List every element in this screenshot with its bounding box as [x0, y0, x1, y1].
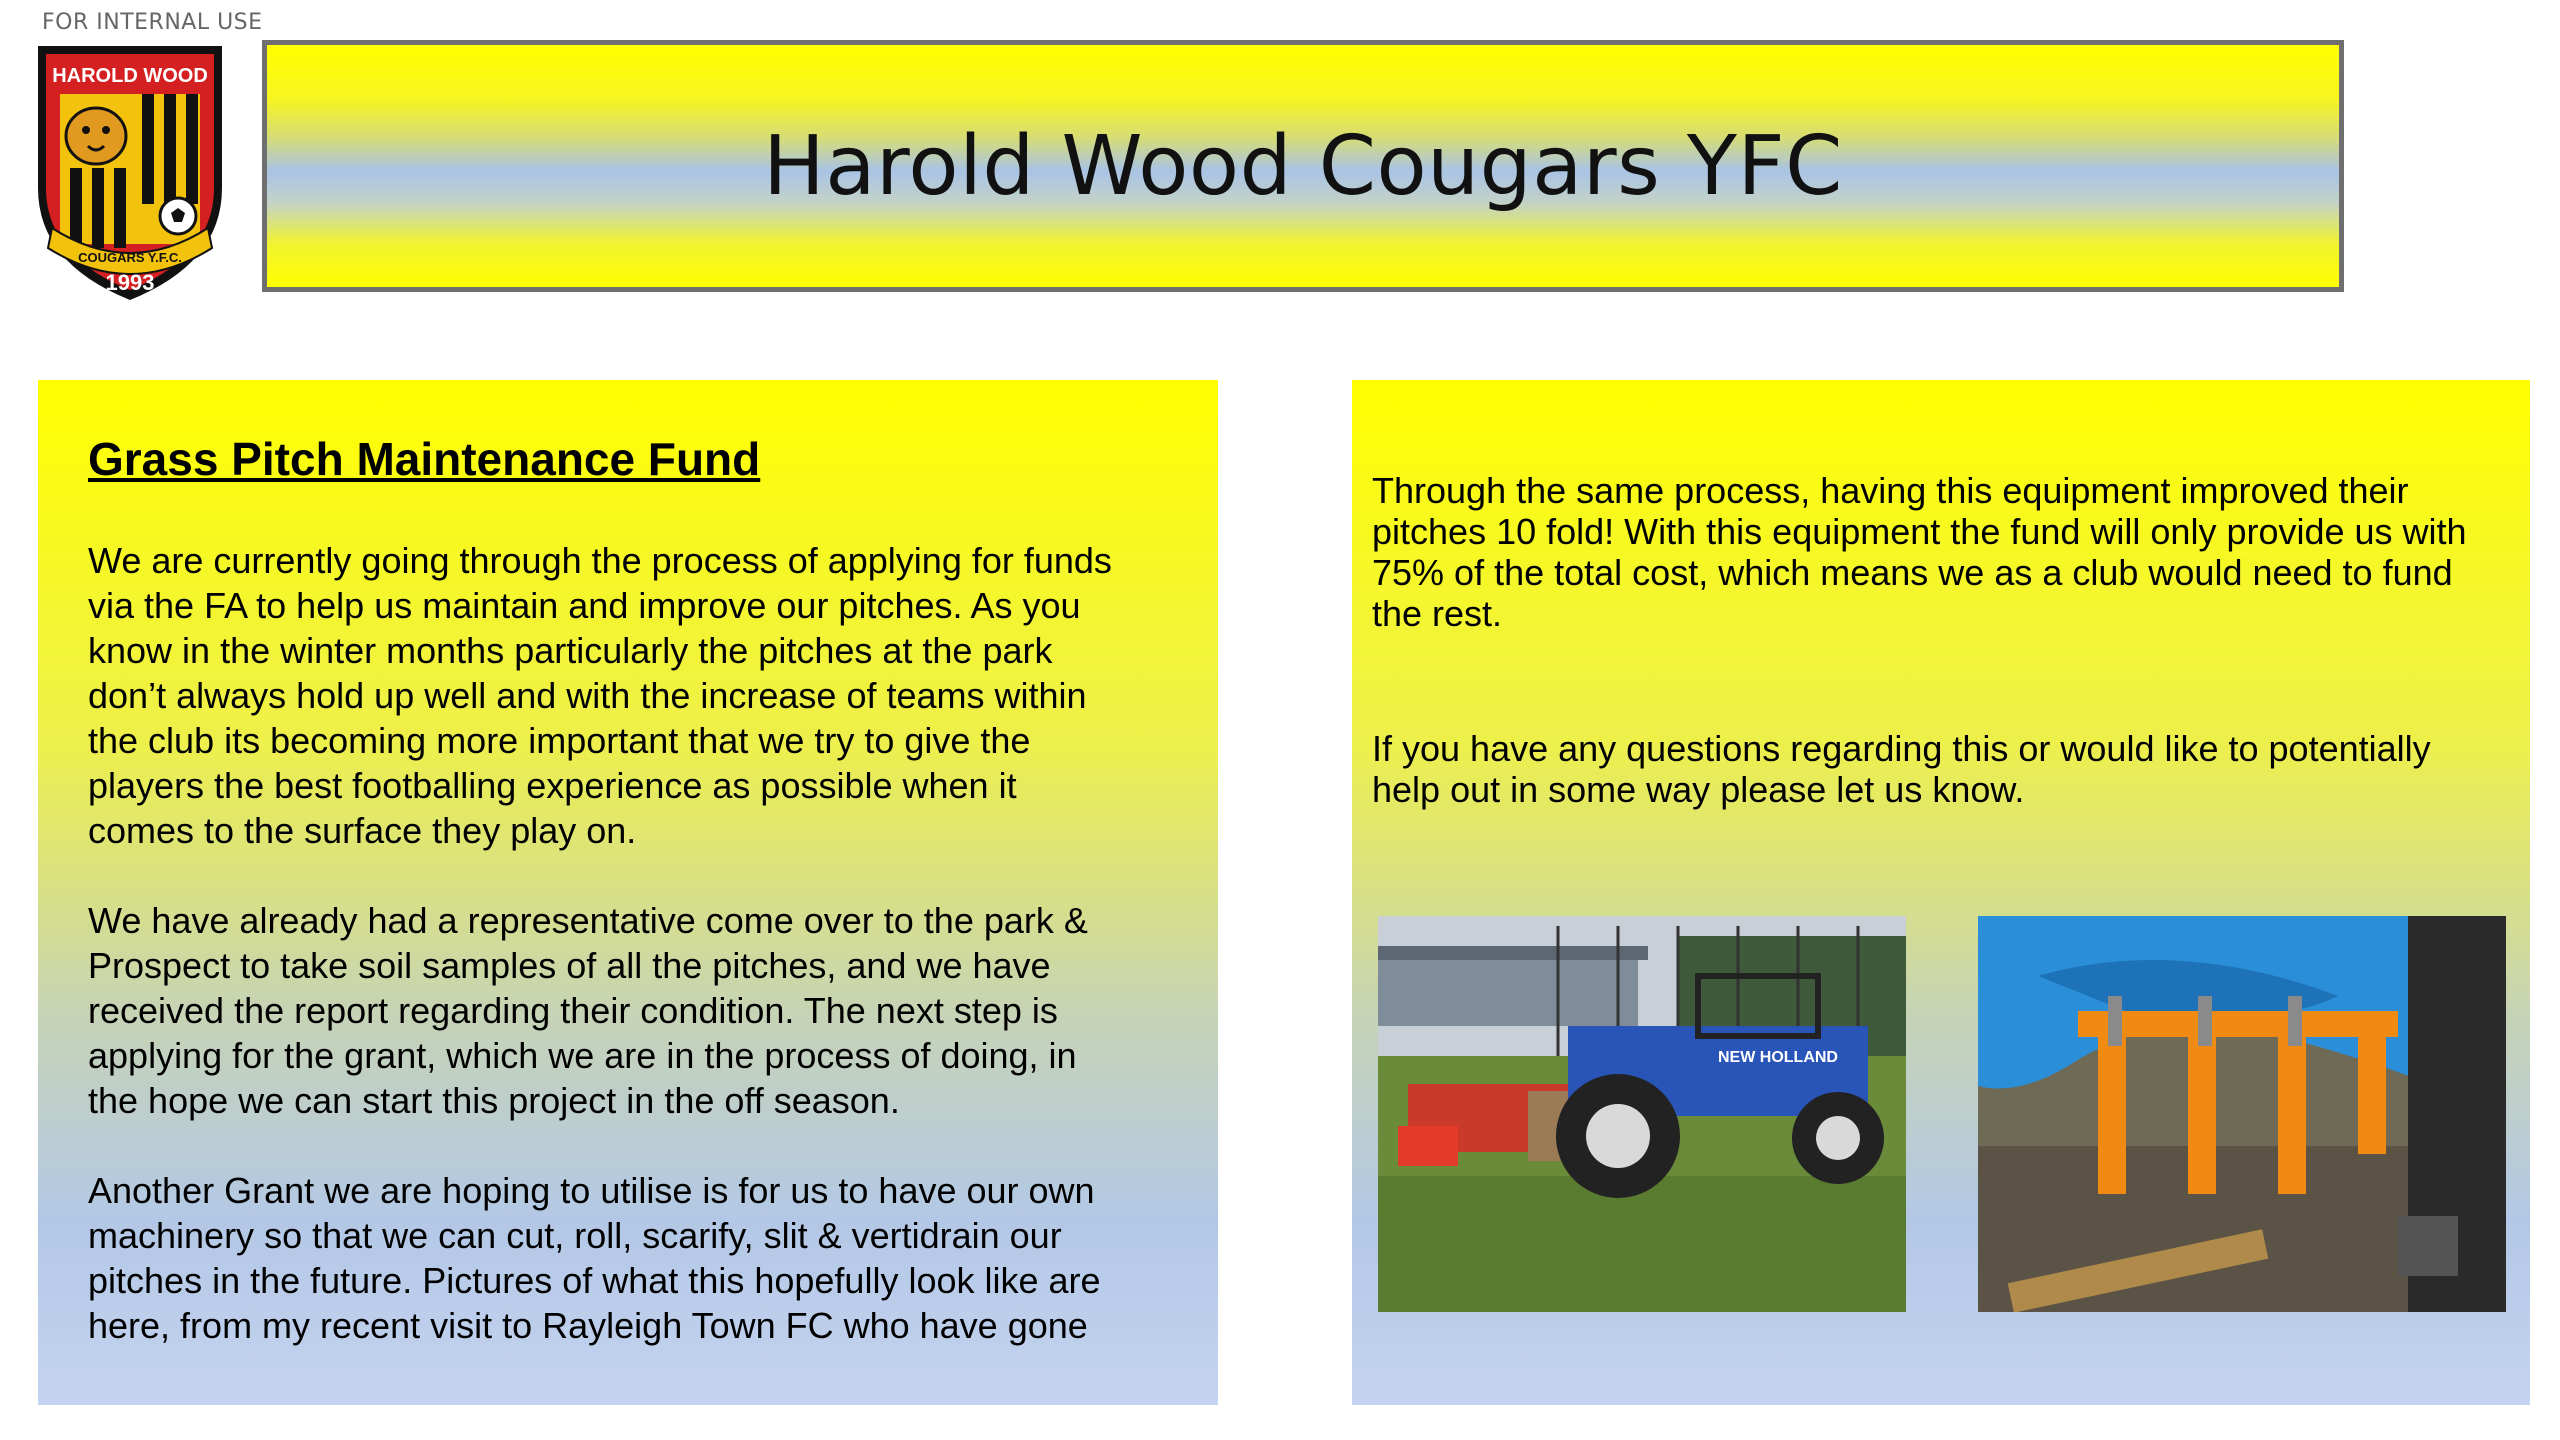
- left-paragraph-1: We are currently going through the process of applying for funds via the FA to help us maintain and improve our pitches. As you know in the winter months particularly the pitches at the park don’t always hold up well and with the increase of teams within the club its becoming more important that we try to give the players the best footballing experience as possible when it comes to the surface they play on.: [88, 540, 1112, 851]
- title-banner: [262, 40, 2344, 292]
- cougar-head-icon: [66, 108, 126, 164]
- tractor-badge-text: NEW HOLLAND: [1718, 1049, 1838, 1066]
- club-crest-logo: [30, 38, 230, 308]
- section-heading: Grass Pitch Maintenance Fund: [88, 433, 761, 485]
- crest-year: 1993: [105, 270, 155, 295]
- left-info-panel: [38, 380, 1218, 1405]
- internal-use-label: FOR INTERNAL USE: [42, 10, 263, 35]
- right-paragraph-2: If you have any questions regarding this or would like to potentially help out in some way please let us know.: [1372, 728, 2431, 810]
- crest-scroll-text: COUGARS Y.F.C.: [78, 250, 182, 265]
- aerator-photo: [1978, 916, 2506, 1312]
- tractor-photo: [1378, 916, 1906, 1312]
- left-paragraph-2: We have already had a representative come over to the park & Prospect to take soil samples of all the pitches, and we have received the report regarding their condition. The next step is applying for the grant, which we are in the process of doing, in the hope we can start this project in the off season.: [88, 900, 1088, 1121]
- crest-top-text: HAROLD WOOD: [52, 65, 208, 87]
- football-icon: [160, 198, 196, 234]
- right-paragraph-1: Through the same process, having this equipment improved their pitches 10 fold! With this equipment the fund will only provide us with 75% of the total cost, which means we as a club would need to fund the rest.: [1372, 470, 2467, 634]
- left-paragraph-3: Another Grant we are hoping to utilise is for us to have our own machinery so that we can cut, roll, scarify, slit & vertidrain our pitches in the future. Pictures of what this hopefully look like are here, from my recent visit to Rayleigh Town FC who have gone: [88, 1170, 1101, 1346]
- page-title: Harold Wood Cougars YFC: [763, 118, 1843, 214]
